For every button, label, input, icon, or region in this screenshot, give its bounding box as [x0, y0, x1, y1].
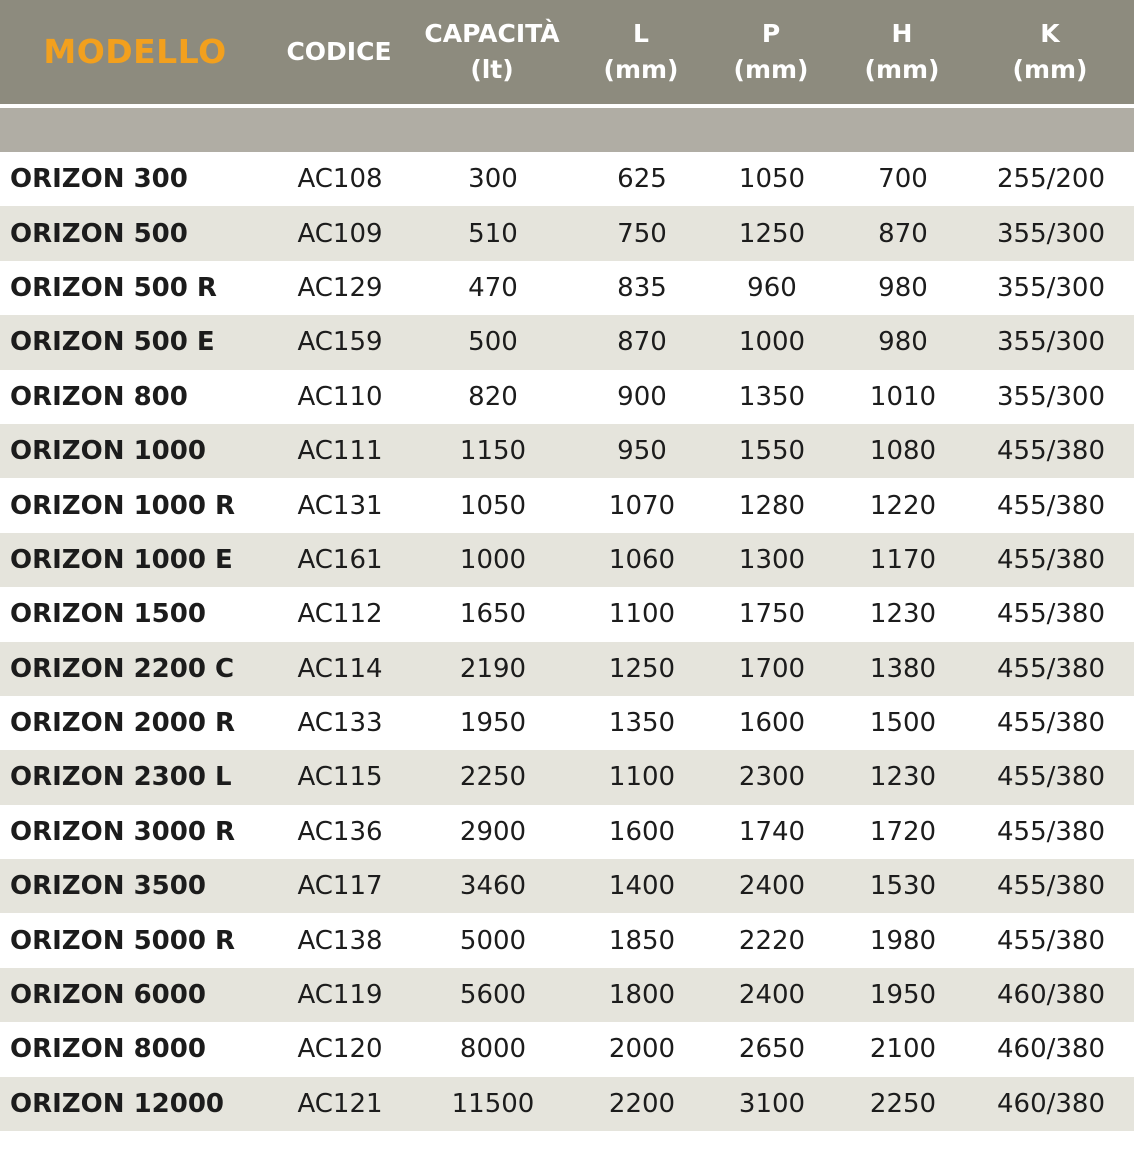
cell-modello: ORIZON 1000 [10, 436, 206, 467]
cell-l: 1100 [608, 762, 676, 793]
cell-codice: AC161 [297, 544, 383, 575]
table-header [0, 0, 1134, 104]
cell-k: 455/380 [996, 490, 1105, 521]
cell-capacita: 500 [468, 327, 518, 358]
cell-p: 1300 [738, 544, 806, 575]
cell-modello: ORIZON 500 R [10, 272, 217, 303]
cell-codice: AC117 [297, 871, 383, 902]
cell-h: 1380 [869, 653, 937, 684]
cell-h: 1230 [869, 762, 937, 793]
cell-capacita: 1950 [459, 708, 527, 739]
cell-capacita: 2900 [459, 816, 527, 847]
cell-h: 2250 [869, 1088, 937, 1119]
table-row [0, 1022, 1134, 1076]
cell-p: 2220 [738, 925, 806, 956]
cell-h: 1170 [869, 544, 937, 575]
header-h: H (mm) [864, 19, 940, 84]
cell-codice: AC129 [297, 272, 383, 303]
cell-p: 1740 [738, 816, 806, 847]
cell-l: 900 [617, 381, 667, 412]
cell-capacita: 510 [468, 218, 518, 249]
cell-codice: AC119 [297, 980, 383, 1011]
cell-k: 355/300 [996, 381, 1105, 412]
cell-h: 1530 [869, 871, 937, 902]
cell-k: 355/300 [996, 218, 1105, 249]
cell-codice: AC108 [297, 164, 383, 195]
cell-capacita: 5600 [459, 980, 527, 1011]
table-row [0, 913, 1134, 967]
cell-k: 460/380 [996, 1034, 1105, 1065]
table-row [0, 587, 1134, 641]
cell-capacita: 470 [468, 272, 518, 303]
cell-p: 1700 [738, 653, 806, 684]
cell-l: 625 [617, 164, 667, 195]
cell-l: 2200 [608, 1088, 676, 1119]
cell-k: 355/300 [996, 272, 1105, 303]
cell-k: 455/380 [996, 871, 1105, 902]
cell-codice: AC133 [297, 708, 383, 739]
cell-k: 455/380 [996, 436, 1105, 467]
cell-k: 460/380 [996, 980, 1105, 1011]
cell-p: 2400 [738, 871, 806, 902]
cell-modello: ORIZON 1500 [10, 599, 206, 630]
cell-k: 455/380 [996, 925, 1105, 956]
cell-p: 1600 [738, 708, 806, 739]
cell-capacita: 1650 [459, 599, 527, 630]
cell-capacita: 3460 [459, 871, 527, 902]
cell-p: 1350 [738, 381, 806, 412]
cell-codice: AC138 [297, 925, 383, 956]
cell-codice: AC111 [297, 436, 383, 467]
cell-capacita: 820 [468, 381, 518, 412]
cell-p: 1000 [738, 327, 806, 358]
header-capacita: CAPACITÀ (lt) [424, 19, 560, 84]
cell-p: 1750 [738, 599, 806, 630]
table-row [0, 1077, 1134, 1131]
table-row [0, 315, 1134, 369]
cell-capacita: 1050 [459, 490, 527, 521]
cell-modello: ORIZON 800 [10, 381, 188, 412]
cell-l: 1800 [608, 980, 676, 1011]
cell-h: 2100 [869, 1034, 937, 1065]
table-row [0, 750, 1134, 804]
table-row [0, 968, 1134, 1022]
cell-k: 455/380 [996, 653, 1105, 684]
cell-modello: ORIZON 5000 R [10, 925, 235, 956]
table-row [0, 642, 1134, 696]
cell-l: 870 [617, 327, 667, 358]
cell-p: 1280 [738, 490, 806, 521]
cell-l: 1850 [608, 925, 676, 956]
cell-codice: AC131 [297, 490, 383, 521]
cell-modello: ORIZON 3500 [10, 871, 206, 902]
cell-l: 1350 [608, 708, 676, 739]
cell-codice: AC114 [297, 653, 383, 684]
cell-codice: AC115 [297, 762, 383, 793]
cell-h: 1500 [869, 708, 937, 739]
header-l: L (mm) [603, 19, 679, 84]
cell-capacita: 2190 [459, 653, 527, 684]
cell-modello: ORIZON 12000 [10, 1088, 225, 1119]
cell-p: 960 [747, 272, 797, 303]
cell-p: 3100 [738, 1088, 806, 1119]
cell-p: 2300 [738, 762, 806, 793]
header-codice: CODICE [286, 37, 392, 66]
cell-modello: ORIZON 1000 E [10, 544, 233, 575]
cell-h: 1230 [869, 599, 937, 630]
cell-modello: ORIZON 2000 R [10, 708, 235, 739]
cell-h: 1980 [869, 925, 937, 956]
cell-h: 870 [878, 218, 928, 249]
cell-modello: ORIZON 500 [10, 218, 188, 249]
table-body [0, 152, 1134, 1131]
table-row [0, 206, 1134, 260]
cell-modello: ORIZON 300 [10, 164, 188, 195]
header-modello: MODELLO [43, 32, 227, 71]
cell-modello: ORIZON 8000 [10, 1034, 206, 1065]
table-row [0, 533, 1134, 587]
subheader-band [0, 108, 1134, 152]
cell-k: 455/380 [996, 762, 1105, 793]
table-row [0, 424, 1134, 478]
cell-codice: AC109 [297, 218, 383, 249]
cell-h: 1010 [869, 381, 937, 412]
cell-l: 1250 [608, 653, 676, 684]
cell-l: 750 [617, 218, 667, 249]
table-row [0, 696, 1134, 750]
cell-h: 1950 [869, 980, 937, 1011]
cell-l: 835 [617, 272, 667, 303]
cell-codice: AC136 [297, 816, 383, 847]
cell-k: 355/300 [996, 327, 1105, 358]
cell-h: 980 [878, 327, 928, 358]
cell-p: 2400 [738, 980, 806, 1011]
cell-k: 455/380 [996, 599, 1105, 630]
header-p: P (mm) [733, 19, 809, 84]
table-row [0, 152, 1134, 206]
cell-modello: ORIZON 6000 [10, 980, 206, 1011]
cell-capacita: 300 [468, 164, 518, 195]
cell-modello: ORIZON 1000 R [10, 490, 235, 521]
cell-codice: AC159 [297, 327, 383, 358]
cell-l: 1400 [608, 871, 676, 902]
cell-capacita: 2250 [459, 762, 527, 793]
table-row [0, 370, 1134, 424]
cell-h: 980 [878, 272, 928, 303]
cell-l: 2000 [608, 1034, 676, 1065]
table-row [0, 859, 1134, 913]
cell-capacita: 1150 [459, 436, 527, 467]
cell-l: 1070 [608, 490, 676, 521]
cell-capacita: 8000 [459, 1034, 527, 1065]
cell-l: 1100 [608, 599, 676, 630]
table-row [0, 261, 1134, 315]
cell-l: 1600 [608, 816, 676, 847]
cell-modello: ORIZON 2200 C [10, 653, 235, 684]
cell-k: 255/200 [996, 164, 1105, 195]
cell-modello: ORIZON 500 E [10, 327, 215, 358]
cell-k: 455/380 [996, 544, 1105, 575]
cell-k: 455/380 [996, 708, 1105, 739]
cell-codice: AC110 [297, 381, 383, 412]
cell-h: 1220 [869, 490, 937, 521]
cell-p: 1250 [738, 218, 806, 249]
table-row [0, 805, 1134, 859]
cell-p: 1050 [738, 164, 806, 195]
cell-modello: ORIZON 3000 R [10, 816, 235, 847]
cell-modello: ORIZON 2300 L [10, 762, 232, 793]
cell-codice: AC112 [297, 599, 383, 630]
cell-codice: AC120 [297, 1034, 383, 1065]
cell-codice: AC121 [297, 1088, 383, 1119]
cell-l: 950 [617, 436, 667, 467]
cell-h: 1080 [869, 436, 937, 467]
cell-h: 1720 [869, 816, 937, 847]
cell-capacita: 5000 [459, 925, 527, 956]
cell-capacita: 1000 [459, 544, 527, 575]
cell-p: 2650 [738, 1034, 806, 1065]
cell-h: 700 [878, 164, 928, 195]
cell-k: 460/380 [996, 1088, 1105, 1119]
cell-capacita: 11500 [451, 1088, 535, 1119]
cell-l: 1060 [608, 544, 676, 575]
header-k: K (mm) [1012, 19, 1088, 84]
table-row [0, 478, 1134, 532]
cell-k: 455/380 [996, 816, 1105, 847]
cell-p: 1550 [738, 436, 806, 467]
